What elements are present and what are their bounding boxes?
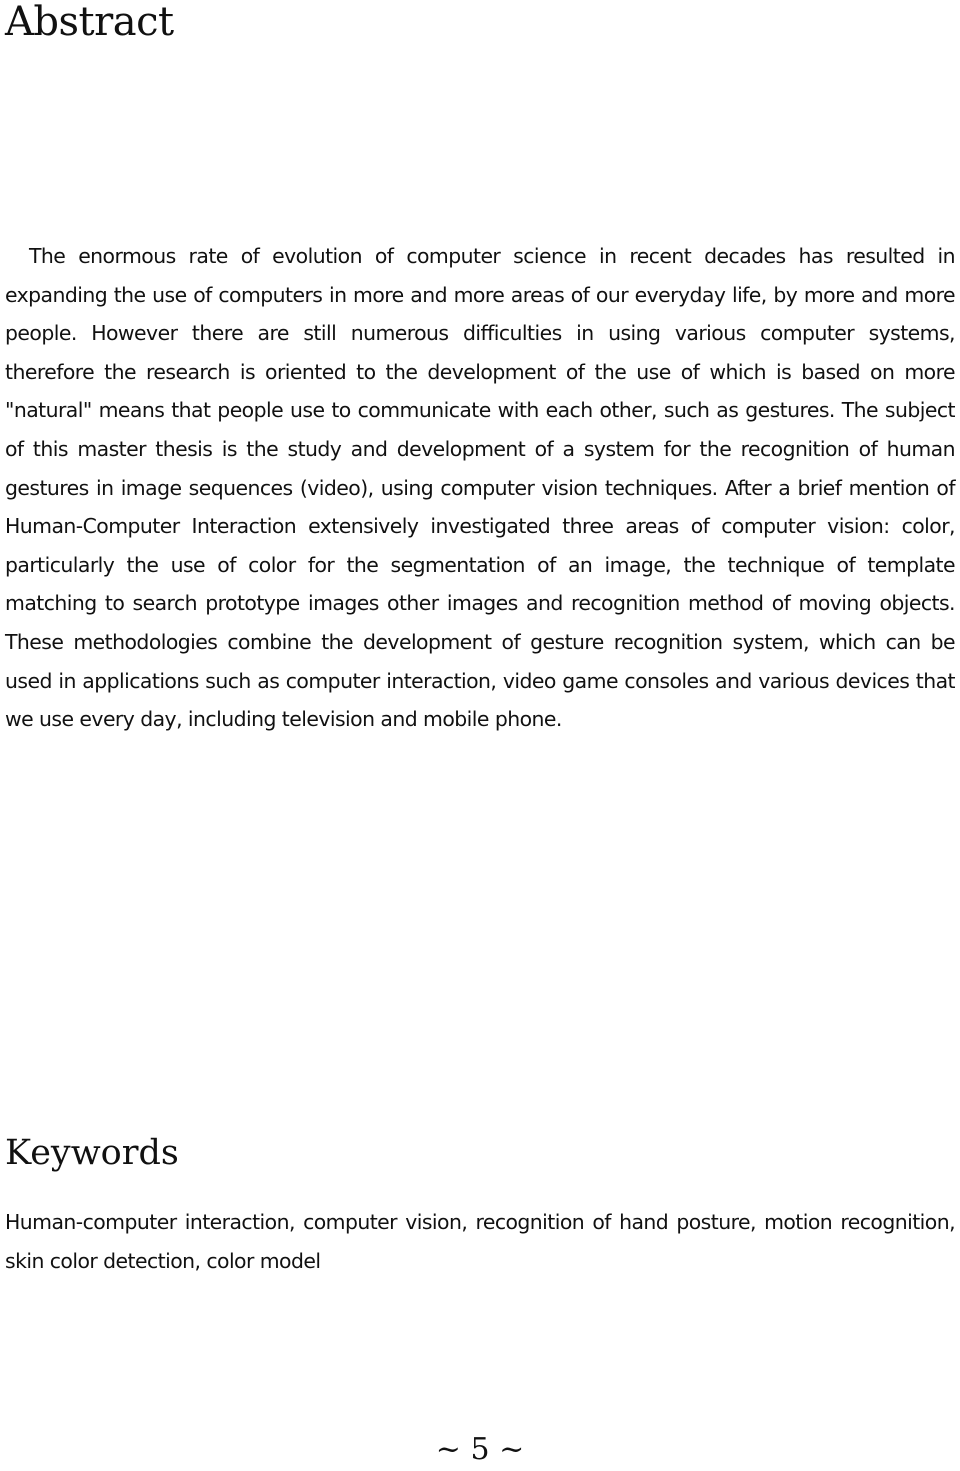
abstract-heading: Abstract bbox=[5, 0, 174, 45]
abstract-paragraph: The enormous rate of evolution of computer science in recent decades has resulted in expanding the use of computers in more and more areas of our everyday life, by more and more people. However there are still numerous difficulties in using various computer systems, therefore the research is oriented to the development of the use of which is based on more "natural" means that people use to communicate with each other, such as gestures. The subject of this master thesis is the study and development of a system for the recognition of human gestures in image sequences (video), using computer vision techniques. After a brief mention of Human-Computer Interaction extensively investigated three areas of computer vision: color, particularly the use of color for the segmentation of an image, the technique of template matching to search prototype images other images and recognition method of moving objects. These methodologies combine the development of gesture recognition system, which can be used in applications such as computer interaction, video game consoles and various devices that we use every day, including television and mobile phone. bbox=[5, 244, 955, 732]
page-number: ~ 5 ~ bbox=[435, 1432, 525, 1467]
keywords-heading: Keywords bbox=[5, 1133, 179, 1173]
keywords-list: Human-computer interaction, computer vision, recognition of hand posture, motion recognition, skin color detection, color model bbox=[5, 1210, 955, 1273]
